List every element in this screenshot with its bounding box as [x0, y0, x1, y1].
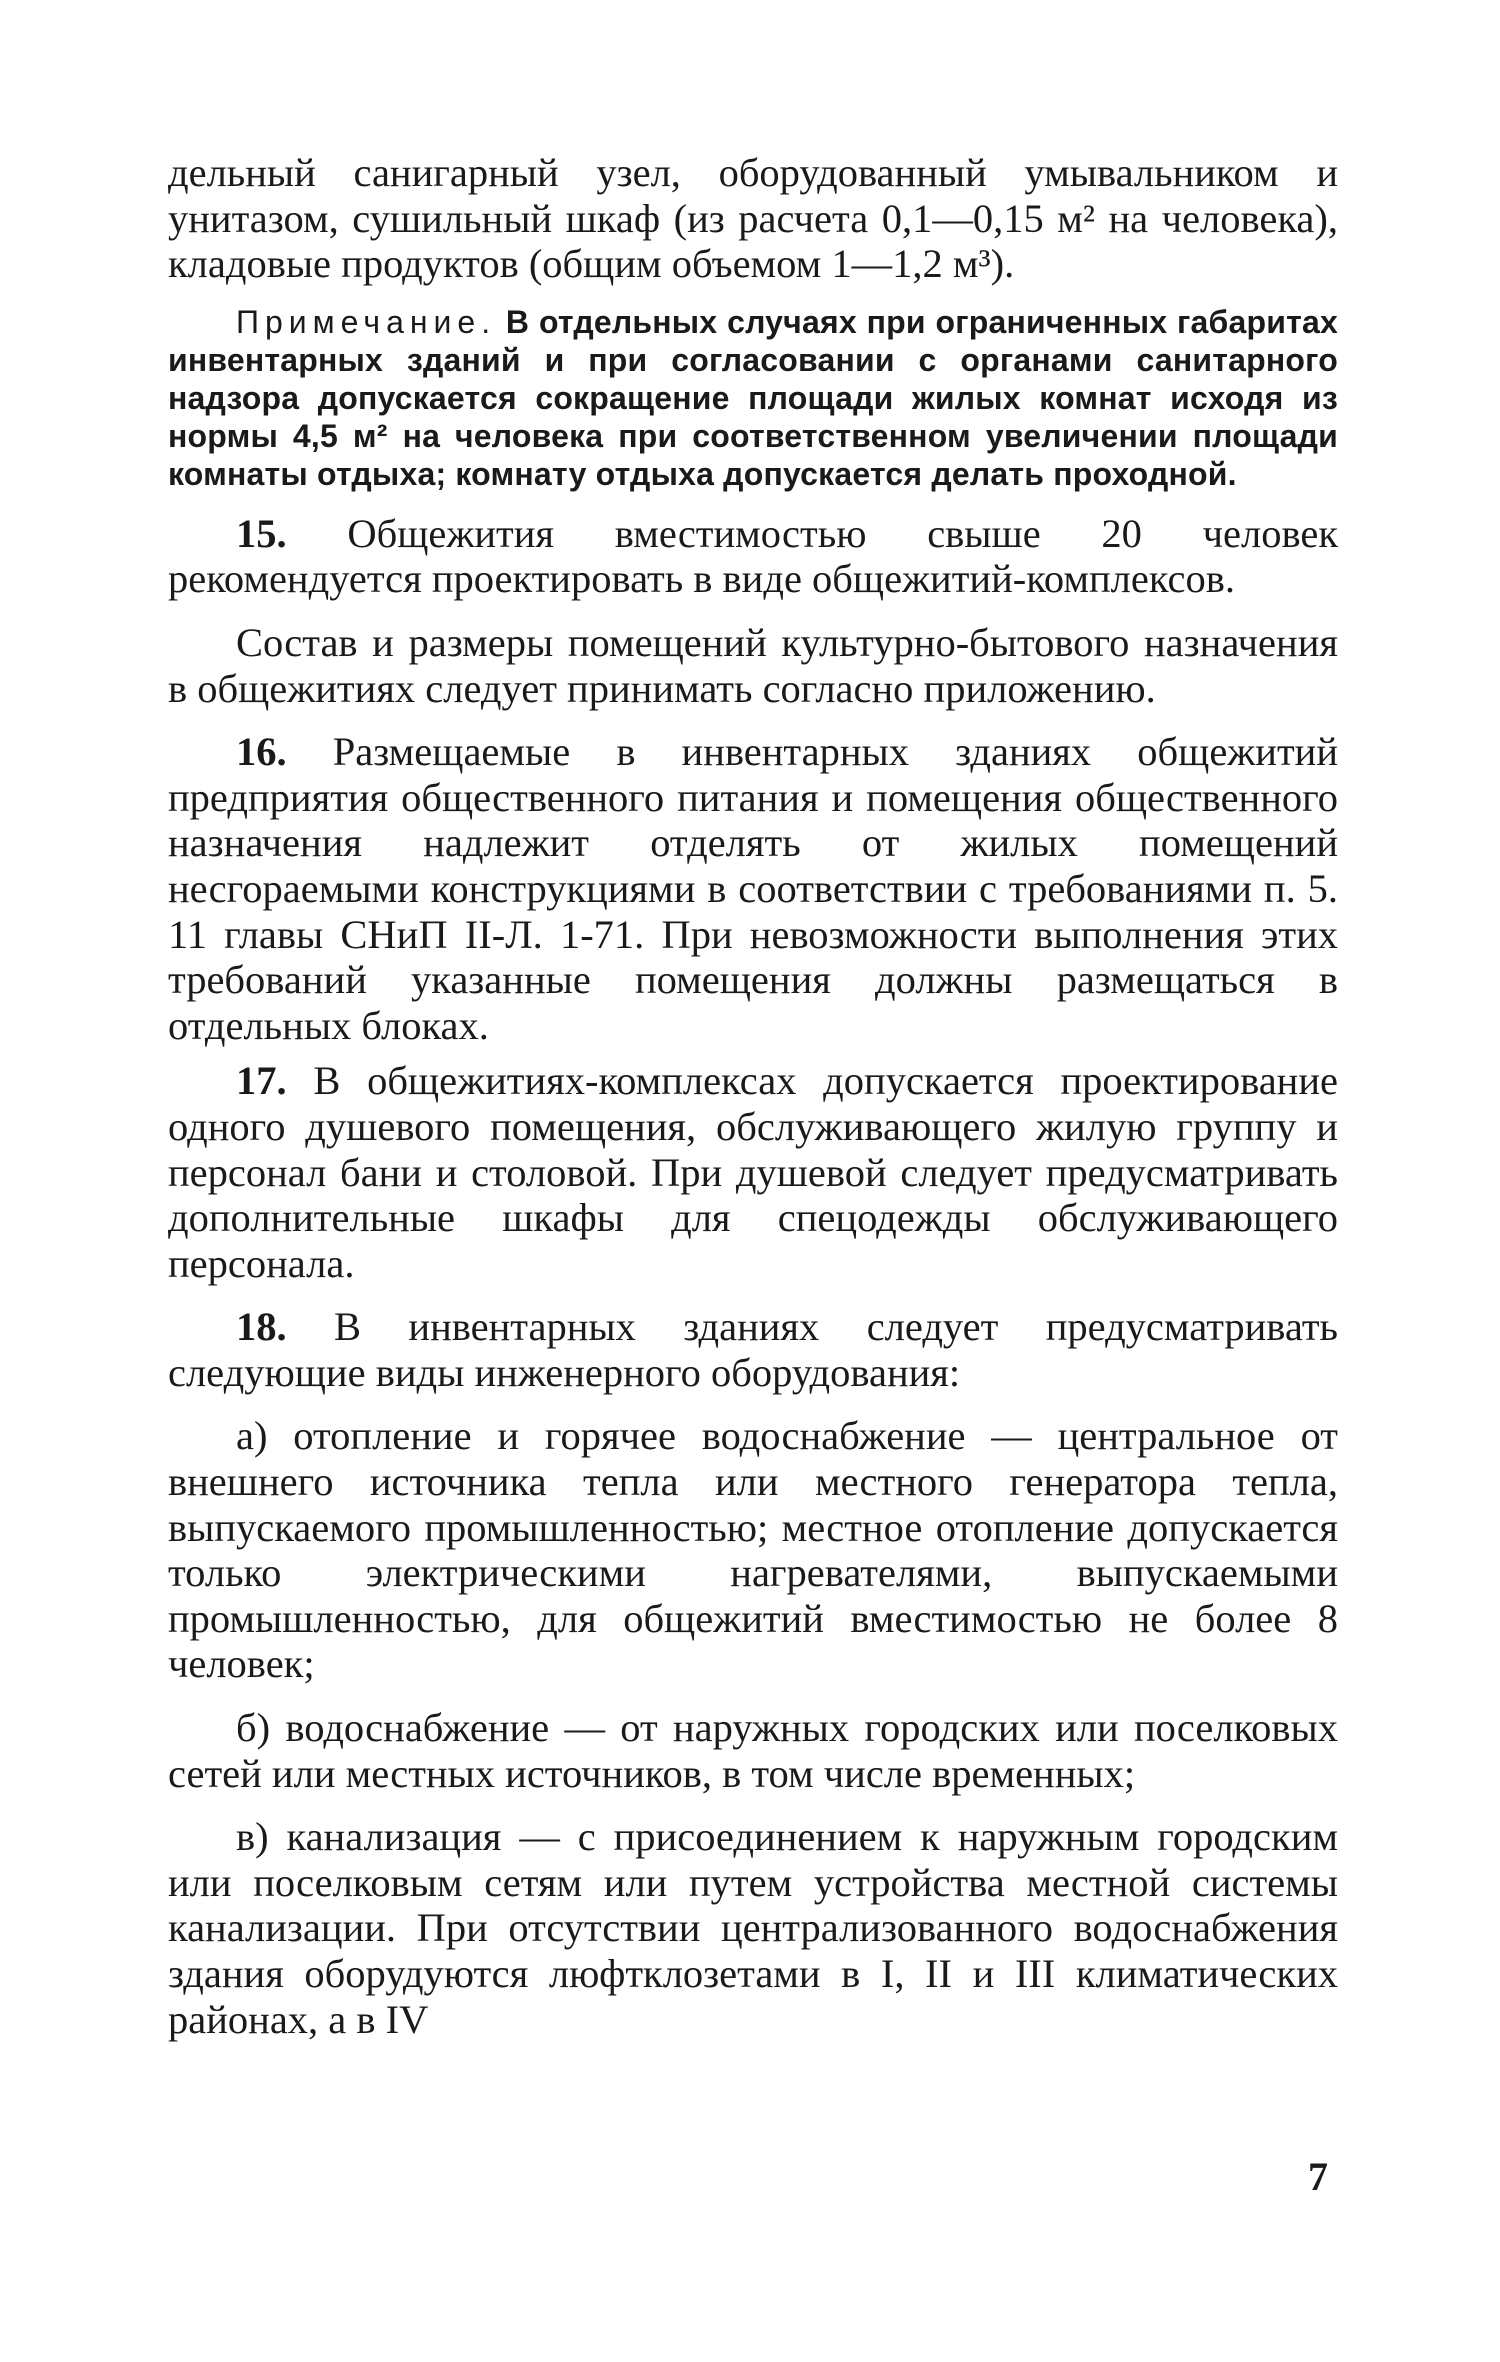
- paragraph-15-composition: Состав и размеры помещений культурно-бытового назначения в общежитиях следует принимать согласно приложению.: [168, 619, 1338, 711]
- paragraph-18-text: В инвентарных зданиях следует предусматривать следующие виды инженерного оборудования:: [168, 1304, 1338, 1395]
- paragraph-16-number: 16.: [236, 729, 287, 775]
- paragraph-18-number: 18.: [236, 1304, 287, 1350]
- page-body: [168, 150, 1338, 2042]
- paragraph-continuation: дельный санигарный узел, оборудованный умывальником и унитазом, сушильный шкаф (из расчета 0,1—0,15 м² на человека), кладовые продуктов (общим объемом 1—1,2 м³).: [168, 150, 1338, 287]
- note-text: В отдельных случаях при ограниченных габаритах инвентарных зданий и при согласовании с органами санитарного надзора допускается сокращение площади жилых комнат исходя из нормы 4,5 м² на человека при соответственном увеличении площади комнаты отдыха; комнату отдыха допускается делать проходной.: [168, 303, 1338, 492]
- paragraph-17-number: 17.: [236, 1058, 287, 1104]
- paragraph-15-text: Общежития вместимостью свыше 20 человек рекомендуется проектировать в виде общежитий-комплексов.: [168, 510, 1338, 602]
- paragraph-18: [168, 1304, 1338, 1395]
- paragraph-17: [168, 1058, 1338, 1286]
- list-item-c: в) канализация — с присоединением к наружным городским или поселковым сетям или путем устройства местной системы канализации. При отсутствии централизованного водоснабжения здания оборудуются люфтклозетами в I, II и III климатических районах, а в IV: [168, 1814, 1338, 2042]
- paragraph-17-text: В общежитиях-комплексах допускается проектирование одного душевого помещения, обслуживающего жилую группу и персонал бани и столовой. При душевой следует предусматривать дополнительные шкафы для спецодежды обслуживающего персонала.: [168, 1058, 1338, 1286]
- paragraph-15-number: 15.: [236, 510, 287, 556]
- page-number: 7: [1308, 2154, 1328, 2199]
- paragraph-16: [168, 729, 1338, 1048]
- paragraph-15: [168, 511, 1338, 602]
- list-item-b: б) водоснабжение — от наружных городских или поселковых сетей или местных источников, в том числе временных;: [168, 1705, 1338, 1796]
- note-label: Примечание.: [236, 303, 497, 340]
- note-paragraph: [168, 303, 1338, 493]
- list-item-a: а) отопление и горячее водоснабжение — центральное от внешнего источника тепла или местного генератора тепла, выпускаемого промышленностью; местное отопление допускается только электрическими нагревателями, выпускаемыми промышленностью, для общежитий вместимостью не более 8 человек;: [168, 1413, 1338, 1687]
- paragraph-16-text: Размещаемые в инвентарных зданиях общежитий предприятия общественного питания и помещения общественного назначения надлежит отделять от жилых помещений несгораемыми конструкциями в соответствии с требованиями п. 5. 11 главы СНиП II-Л. 1-71. При невозможности выполнения этих требований указанные помещения должны размещаться в отдельных блоках.: [168, 729, 1338, 1048]
